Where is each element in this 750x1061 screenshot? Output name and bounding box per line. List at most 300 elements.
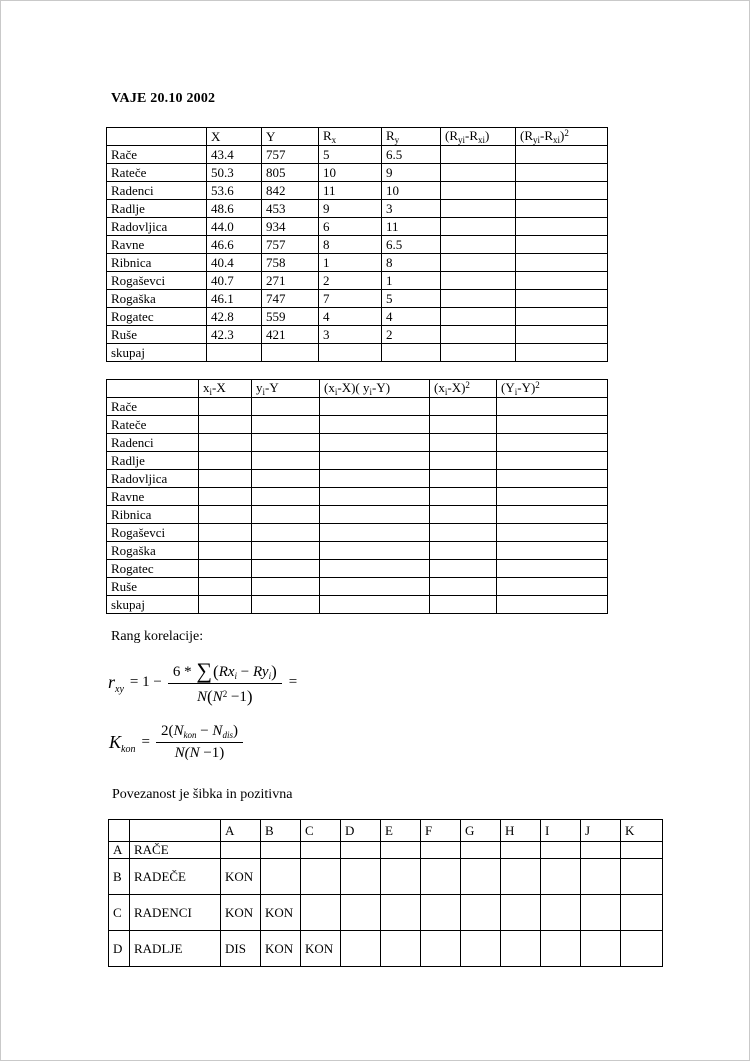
table-cell — [581, 931, 621, 967]
table-cell — [421, 895, 461, 931]
table-cell: 40.7 — [207, 272, 262, 290]
table-cell — [252, 560, 320, 578]
formula-token: K — [109, 732, 122, 752]
table-cell — [421, 931, 461, 967]
table-cell: 10 — [319, 164, 382, 182]
page-title: VAJE 20.10 2002 — [111, 91, 216, 106]
table-cell — [320, 398, 430, 416]
table-cell — [252, 416, 320, 434]
table-cell — [320, 524, 430, 542]
table-cell: KON — [221, 895, 261, 931]
table-cell — [516, 164, 608, 182]
concordance-matrix-table — [108, 819, 693, 967]
table-cell — [199, 470, 252, 488]
table-cell — [320, 506, 430, 524]
row-label: skupaj — [107, 344, 207, 362]
row-label: skupaj — [107, 596, 199, 614]
formula-token: − — [196, 723, 213, 739]
formula-token: (R — [520, 128, 533, 143]
formula-token: ) — [271, 662, 277, 681]
formula-token: N — [174, 745, 185, 761]
column-header — [199, 380, 252, 398]
table-cell: 46.6 — [207, 236, 262, 254]
formula-token: kon — [121, 744, 136, 755]
table-cell: 3 — [382, 200, 441, 218]
formula-token: x — [203, 380, 210, 395]
table-cell: 271 — [262, 272, 319, 290]
table-cell — [516, 254, 608, 272]
table-cell — [252, 524, 320, 542]
formula-token: -X)( y — [337, 380, 370, 395]
table-cell — [497, 506, 608, 524]
table-cell — [516, 200, 608, 218]
table-row — [107, 290, 608, 308]
table-cell: 747 — [262, 290, 319, 308]
table-cell: 5 — [319, 146, 382, 164]
table-cell — [320, 416, 430, 434]
row-label: Radovljica — [107, 218, 207, 236]
table-cell: 2 — [382, 326, 441, 344]
row-label: Rogaševci — [107, 524, 199, 542]
table-cell — [381, 859, 421, 895]
table-cell — [252, 452, 320, 470]
table-cell — [541, 842, 581, 859]
column-header: H — [501, 820, 541, 842]
row-label: Rateče — [107, 164, 207, 182]
formula-token: i — [369, 387, 373, 397]
table-cell — [461, 931, 501, 967]
row-label: D — [109, 931, 130, 967]
table-cell: 8 — [382, 254, 441, 272]
table-row — [107, 416, 608, 434]
table-cell — [497, 416, 608, 434]
table-cell — [430, 542, 497, 560]
table-row — [109, 859, 693, 895]
formula-token: -X) — [447, 380, 466, 395]
row-label: Ravne — [107, 488, 199, 506]
table-cell — [430, 434, 497, 452]
table-cell — [199, 524, 252, 542]
table-cell — [301, 895, 341, 931]
table-cell — [430, 560, 497, 578]
formula-token: ∑ — [196, 658, 213, 683]
table-cell — [252, 398, 320, 416]
row-label: Ravne — [107, 236, 207, 254]
rang-korelacije-label: Rang korelacije: — [111, 629, 204, 644]
table-cell — [497, 470, 608, 488]
table-cell: 6.5 — [382, 236, 441, 254]
row-label: Radenci — [107, 182, 207, 200]
table-cell — [261, 842, 301, 859]
column-header — [319, 128, 382, 146]
table-row — [107, 542, 608, 560]
formula-token: −1 — [227, 689, 247, 705]
formula-token: 2 — [465, 380, 470, 390]
table-row — [109, 842, 693, 859]
column-header: G — [461, 820, 501, 842]
column-header — [497, 380, 608, 398]
formula-token: (Y — [501, 380, 515, 395]
fraction-numerator — [156, 723, 243, 743]
table-cell — [382, 344, 441, 362]
table-cell: 44.0 — [207, 218, 262, 236]
table-row — [107, 182, 608, 200]
column-header: J — [581, 820, 621, 842]
table-cell — [252, 434, 320, 452]
formula-token: R — [323, 128, 332, 143]
column-header — [441, 128, 516, 146]
table-cell — [320, 470, 430, 488]
table-cell: 1 — [382, 272, 441, 290]
formula-token: i — [444, 387, 448, 397]
formula-token: N — [212, 689, 223, 705]
table-cell — [320, 434, 430, 452]
kendall-concordance-formula — [109, 723, 243, 762]
formula-token: y — [256, 380, 263, 395]
table-cell — [497, 488, 608, 506]
table-cell: 757 — [262, 236, 319, 254]
table-cell — [381, 895, 421, 931]
table-cell — [252, 542, 320, 560]
formula-fraction — [156, 723, 243, 762]
table-row — [107, 434, 608, 452]
formula-token: 2 — [535, 380, 540, 390]
table-cell — [497, 578, 608, 596]
table-cell — [430, 452, 497, 470]
table-cell: 50.3 — [207, 164, 262, 182]
formula-token: Y — [266, 128, 276, 144]
table-row — [107, 146, 608, 164]
table-cell — [501, 859, 541, 895]
formula-token: ) — [246, 687, 253, 706]
formula-token: dis — [222, 730, 233, 740]
table-cell — [207, 344, 262, 362]
table-cell — [381, 931, 421, 967]
table-cell: 53.6 — [207, 182, 262, 200]
table-cell — [541, 859, 581, 895]
table-cell — [441, 200, 516, 218]
table-cell — [199, 542, 252, 560]
table-cell — [516, 146, 608, 164]
header-row — [107, 380, 608, 398]
column-header: B — [261, 820, 301, 842]
table-cell — [441, 146, 516, 164]
table-cell — [501, 931, 541, 967]
formula-token: (R — [445, 128, 458, 143]
table-cell — [381, 842, 421, 859]
table-cell — [421, 842, 461, 859]
formula-equals: = — [141, 734, 150, 750]
row-label: Radenci — [107, 434, 199, 452]
table-row — [107, 524, 608, 542]
table-cell: 4 — [319, 308, 382, 326]
table-cell — [252, 470, 320, 488]
table-cell: 559 — [262, 308, 319, 326]
table-cell — [430, 416, 497, 434]
table-row — [107, 308, 608, 326]
row-label: A — [109, 842, 130, 859]
column-header: D — [341, 820, 381, 842]
formula-token: ( — [213, 662, 219, 681]
table-cell — [441, 182, 516, 200]
table-cell: 5 — [382, 290, 441, 308]
table-cell — [441, 254, 516, 272]
table-cell — [441, 290, 516, 308]
table-cell: 2 — [319, 272, 382, 290]
table-cell — [516, 272, 608, 290]
column-header — [382, 128, 441, 146]
table-cell: 3 — [319, 326, 382, 344]
table-cell — [320, 596, 430, 614]
formula-token: N — [212, 723, 223, 739]
table-cell — [541, 895, 581, 931]
table-cell — [497, 434, 608, 452]
table-cell — [441, 236, 516, 254]
table-cell — [501, 842, 541, 859]
formula-token: y — [394, 135, 400, 145]
formula-fraction — [168, 659, 282, 706]
table-row — [107, 326, 608, 344]
formula-token: 2 — [564, 128, 569, 138]
formula-token: (N — [184, 745, 200, 761]
formula-token: Ry — [253, 664, 269, 680]
table-row — [107, 596, 608, 614]
formula-token: -X — [212, 380, 226, 395]
table-cell — [497, 524, 608, 542]
table-cell — [341, 859, 381, 895]
table-cell — [262, 344, 319, 362]
formula-lhs — [108, 672, 124, 693]
table-cell — [341, 842, 381, 859]
table-cell: KON — [301, 931, 341, 967]
table-cell: 40.4 — [207, 254, 262, 272]
formula-token: ) — [485, 128, 490, 143]
table-cell — [261, 859, 301, 895]
column-header — [207, 128, 262, 146]
table-cell — [461, 859, 501, 895]
table-cell — [430, 578, 497, 596]
table-cell — [430, 470, 497, 488]
table-cell: 4 — [382, 308, 441, 326]
column-header: K — [621, 820, 663, 842]
row-label: Radlje — [107, 452, 199, 470]
row-label: Rogaška — [107, 542, 199, 560]
table-cell — [497, 596, 608, 614]
formula-token: -Y) — [372, 380, 391, 395]
table-cell: KON — [261, 895, 301, 931]
formula-token: yi — [458, 135, 466, 145]
table-cell: 1 — [319, 254, 382, 272]
table-cell: KON — [261, 931, 301, 967]
table-cell — [430, 398, 497, 416]
table-cell — [441, 164, 516, 182]
table-cell — [199, 416, 252, 434]
row-label: Ribnica — [107, 254, 207, 272]
fraction-numerator — [168, 659, 282, 684]
formula-token: -R — [540, 128, 554, 143]
table-cell: 42.8 — [207, 308, 262, 326]
table-cell — [341, 895, 381, 931]
row-label: Rogaška — [107, 290, 207, 308]
table-row — [107, 236, 608, 254]
formula-token: kon — [183, 730, 197, 740]
table-row — [107, 254, 608, 272]
table-cell — [497, 398, 608, 416]
column-header — [252, 380, 320, 398]
table-cell — [621, 859, 663, 895]
table-cell — [430, 488, 497, 506]
table-cell — [301, 842, 341, 859]
table-cell — [320, 578, 430, 596]
table-cell — [516, 344, 608, 362]
table-cell — [441, 326, 516, 344]
table-cell — [461, 842, 501, 859]
formula-token: 2( — [160, 723, 174, 739]
table-cell — [441, 308, 516, 326]
table-cell — [581, 895, 621, 931]
column-header — [130, 820, 221, 842]
formula-token: N — [173, 723, 184, 739]
table-cell — [199, 596, 252, 614]
fraction-denominator — [175, 743, 225, 762]
table-cell: 453 — [262, 200, 319, 218]
table-row — [107, 560, 608, 578]
table-cell: RADEČE — [130, 859, 221, 895]
table-cell — [441, 272, 516, 290]
header-row — [107, 128, 608, 146]
table-cell — [221, 842, 261, 859]
table-row — [107, 344, 608, 362]
formula-token: ( — [207, 687, 213, 706]
deviation-table — [106, 379, 608, 614]
column-header: C — [301, 820, 341, 842]
formula-token: ) — [232, 723, 238, 739]
table-cell: KON — [221, 859, 261, 895]
fraction-denominator — [197, 684, 253, 706]
table-cell — [581, 842, 621, 859]
table-cell — [430, 506, 497, 524]
table-cell — [252, 578, 320, 596]
table-cell: 758 — [262, 254, 319, 272]
table-cell: 9 — [319, 200, 382, 218]
row-label: Ruše — [107, 326, 207, 344]
table-cell — [320, 542, 430, 560]
table-row — [109, 931, 693, 967]
table-cell: RAČE — [130, 842, 221, 859]
table-cell — [341, 931, 381, 967]
formula-equals: = 1 − — [129, 674, 162, 690]
table-cell — [199, 578, 252, 596]
table-cell — [501, 895, 541, 931]
table-cell — [252, 596, 320, 614]
table-cell: 6.5 — [382, 146, 441, 164]
formula-token: i — [514, 387, 518, 397]
table-cell — [320, 488, 430, 506]
table-cell: 8 — [319, 236, 382, 254]
formula-token: i — [234, 671, 238, 681]
row-label: Ruše — [107, 578, 199, 596]
row-label: Rogaševci — [107, 272, 207, 290]
header-row — [109, 820, 693, 842]
table-cell — [319, 344, 382, 362]
row-label: C — [109, 895, 130, 931]
formula-token: − — [237, 664, 253, 680]
table-cell — [516, 308, 608, 326]
table-row — [109, 895, 693, 931]
formula-token: 2 — [222, 689, 228, 699]
row-label: Radlje — [107, 200, 207, 218]
table-row — [107, 200, 608, 218]
table-cell — [541, 931, 581, 967]
row-label: Radovljica — [107, 470, 199, 488]
spearman-rank-formula — [108, 659, 297, 706]
formula-token: −1) — [199, 745, 225, 761]
formula-token: i — [268, 671, 272, 681]
table-cell — [441, 344, 516, 362]
table-cell: 10 — [382, 182, 441, 200]
table-cell — [430, 596, 497, 614]
formula-token: Rx — [218, 664, 235, 680]
formula-token: -Y) — [517, 380, 536, 395]
table-cell — [320, 560, 430, 578]
table-cell: 43.4 — [207, 146, 262, 164]
table-cell — [461, 895, 501, 931]
formula-token: i — [209, 387, 213, 397]
table-row — [107, 218, 608, 236]
table-row — [107, 488, 608, 506]
table-cell: 46.1 — [207, 290, 262, 308]
formula-token: R — [386, 128, 395, 143]
table-cell — [516, 182, 608, 200]
table-cell — [199, 452, 252, 470]
formula-token: i — [262, 387, 266, 397]
formula-token: xi — [478, 135, 486, 145]
row-label: Rogatec — [107, 308, 207, 326]
table-row — [107, 164, 608, 182]
table-cell — [516, 236, 608, 254]
table-cell: DIS — [221, 931, 261, 967]
table-row — [107, 452, 608, 470]
table-cell: 421 — [262, 326, 319, 344]
table-cell — [199, 488, 252, 506]
table-row — [107, 470, 608, 488]
table-cell — [199, 434, 252, 452]
formula-trailing-equals: = — [288, 674, 298, 690]
table-cell — [497, 542, 608, 560]
table-cell: RADENCI — [130, 895, 221, 931]
table-cell — [320, 452, 430, 470]
table-cell: 48.6 — [207, 200, 262, 218]
table-cell — [441, 218, 516, 236]
table-cell — [621, 895, 663, 931]
table-cell: 9 — [382, 164, 441, 182]
table-cell — [581, 859, 621, 895]
column-header: E — [381, 820, 421, 842]
formula-token: i — [334, 387, 338, 397]
table-cell — [199, 398, 252, 416]
povezanost-conclusion-text: Povezanost je šibka in pozitivna — [112, 787, 293, 802]
table-row — [107, 578, 608, 596]
column-header — [107, 380, 199, 398]
table-row — [107, 398, 608, 416]
rank-correlation-table — [106, 127, 608, 362]
column-header — [430, 380, 497, 398]
table-cell — [516, 290, 608, 308]
formula-token: -R — [465, 128, 479, 143]
column-header — [262, 128, 319, 146]
table-cell: 7 — [319, 290, 382, 308]
table-cell — [252, 506, 320, 524]
